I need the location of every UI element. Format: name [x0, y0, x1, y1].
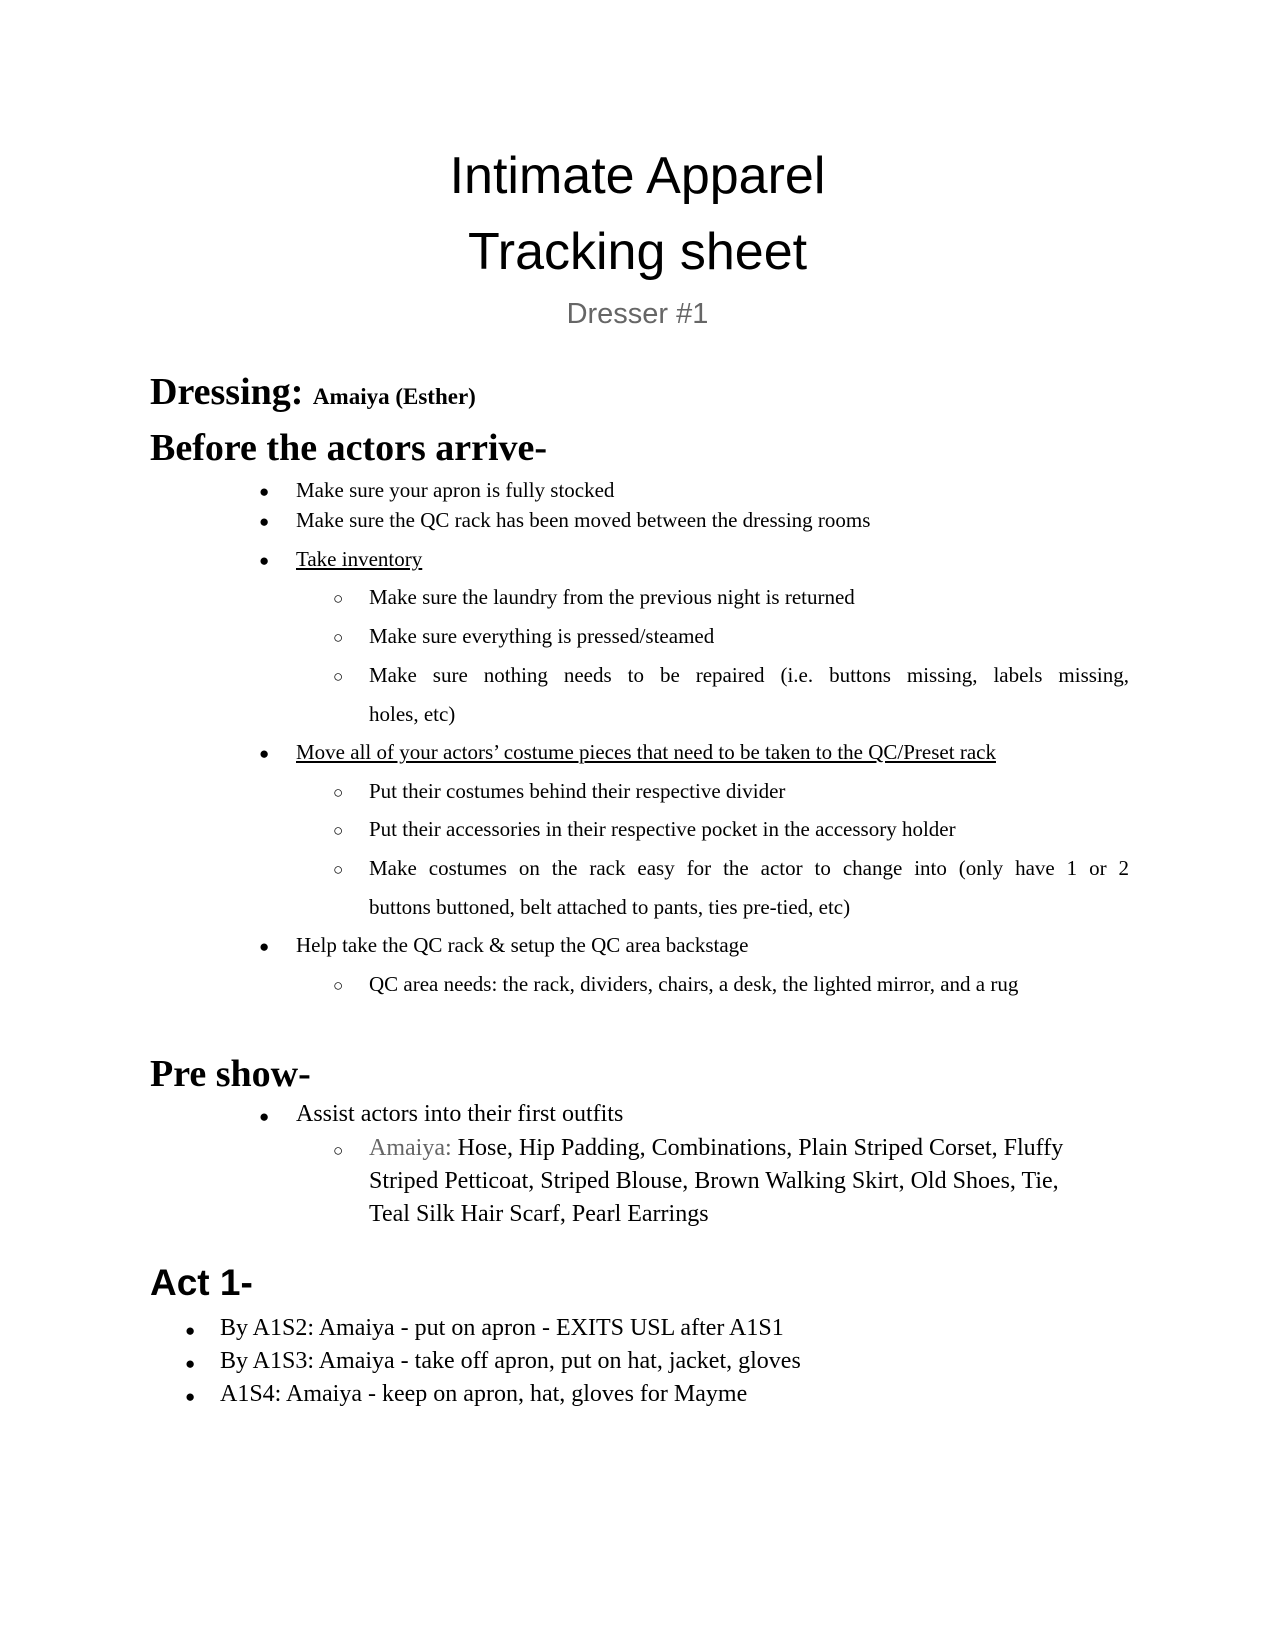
dressing-actor: Amaiya (Esther): [312, 384, 476, 409]
circle-bullet-icon: ○: [333, 783, 344, 802]
page-subtitle: Dresser #1: [566, 298, 709, 330]
list-item: Make sure your apron is fully stocked: [296, 478, 615, 502]
bullet-icon: ●: [259, 744, 270, 763]
circle-bullet-icon: ○: [333, 589, 344, 608]
sub-list-item-continuation: holes, etc): [369, 702, 456, 726]
list-item: Take inventory: [296, 547, 423, 571]
sub-list-item: Make costumes on the rack easy for the actor to change into (only have 1 or 2: [369, 856, 1129, 880]
page-title-line2: Tracking sheet: [467, 223, 808, 281]
bullet-icon: ●: [259, 1107, 270, 1126]
sub-list-item-continuation: Teal Silk Hair Scarf, Pearl Earrings: [369, 1201, 709, 1227]
dressing-label: Dressing:: [150, 371, 304, 413]
list-item: Make sure the QC rack has been moved between the dressing rooms: [296, 508, 871, 532]
before-arrive-heading: Before the actors arrive-: [150, 427, 548, 469]
circle-bullet-icon: ○: [333, 667, 344, 686]
list-item: Assist actors into their first outfits: [296, 1101, 624, 1127]
sub-list-item: Make sure nothing needs to be repaired (i.e. buttons missing, labels missing,: [369, 663, 1129, 687]
circle-bullet-icon: ○: [333, 976, 344, 995]
bullet-icon: ●: [185, 1321, 196, 1340]
list-item: Move all of your actors’ costume pieces that need to be taken to the QC/Preset rack: [296, 740, 996, 764]
sub-list-item: [369, 1135, 1063, 1162]
act1-heading: Act 1-: [150, 1262, 253, 1303]
list-item: By A1S3: Amaiya - take off apron, put on hat, jacket, gloves: [220, 1348, 801, 1374]
circle-bullet-icon: ○: [333, 1141, 344, 1160]
bullet-icon: ●: [259, 482, 270, 501]
sub-list-item-continuation: Striped Petticoat, Striped Blouse, Brown Walking Skirt, Old Shoes, Tie,: [369, 1168, 1059, 1194]
pre-show-heading: Pre show-: [150, 1053, 311, 1095]
sub-list-item: QC area needs: the rack, dividers, chairs, a desk, the lighted mirror, and a rug: [369, 972, 1019, 996]
bullet-icon: ●: [259, 512, 270, 531]
list-item: A1S4: Amaiya - keep on apron, hat, gloves for Mayme: [220, 1381, 748, 1407]
sub-list-item: Make sure the laundry from the previous night is returned: [369, 585, 855, 609]
page-title-line1: Intimate Apparel: [449, 147, 826, 205]
bullet-icon: ●: [259, 551, 270, 570]
circle-bullet-icon: ○: [333, 628, 344, 647]
bullet-icon: ●: [185, 1354, 196, 1373]
circle-bullet-icon: ○: [333, 860, 344, 879]
outfit-text: Hose, Hip Padding, Combinations, Plain Striped Corset, Fluffy: [451, 1135, 1064, 1161]
circle-bullet-icon: ○: [333, 821, 344, 840]
bullet-icon: ●: [185, 1387, 196, 1406]
list-item: By A1S2: Amaiya - put on apron - EXITS USL after A1S1: [220, 1315, 784, 1341]
dressing-heading: [150, 370, 476, 414]
bullet-icon: ●: [259, 937, 270, 956]
sub-list-item-continuation: buttons buttoned, belt attached to pants, ties pre-tied, etc): [369, 895, 851, 919]
sub-list-item: Put their accessories in their respective pocket in the accessory holder: [369, 817, 956, 841]
list-item: Help take the QC rack & setup the QC area backstage: [296, 933, 749, 957]
sub-list-item: Make sure everything is pressed/steamed: [369, 624, 715, 648]
sub-list-item: Put their costumes behind their respective divider: [369, 779, 786, 803]
actor-name: Amaiya:: [369, 1135, 452, 1161]
